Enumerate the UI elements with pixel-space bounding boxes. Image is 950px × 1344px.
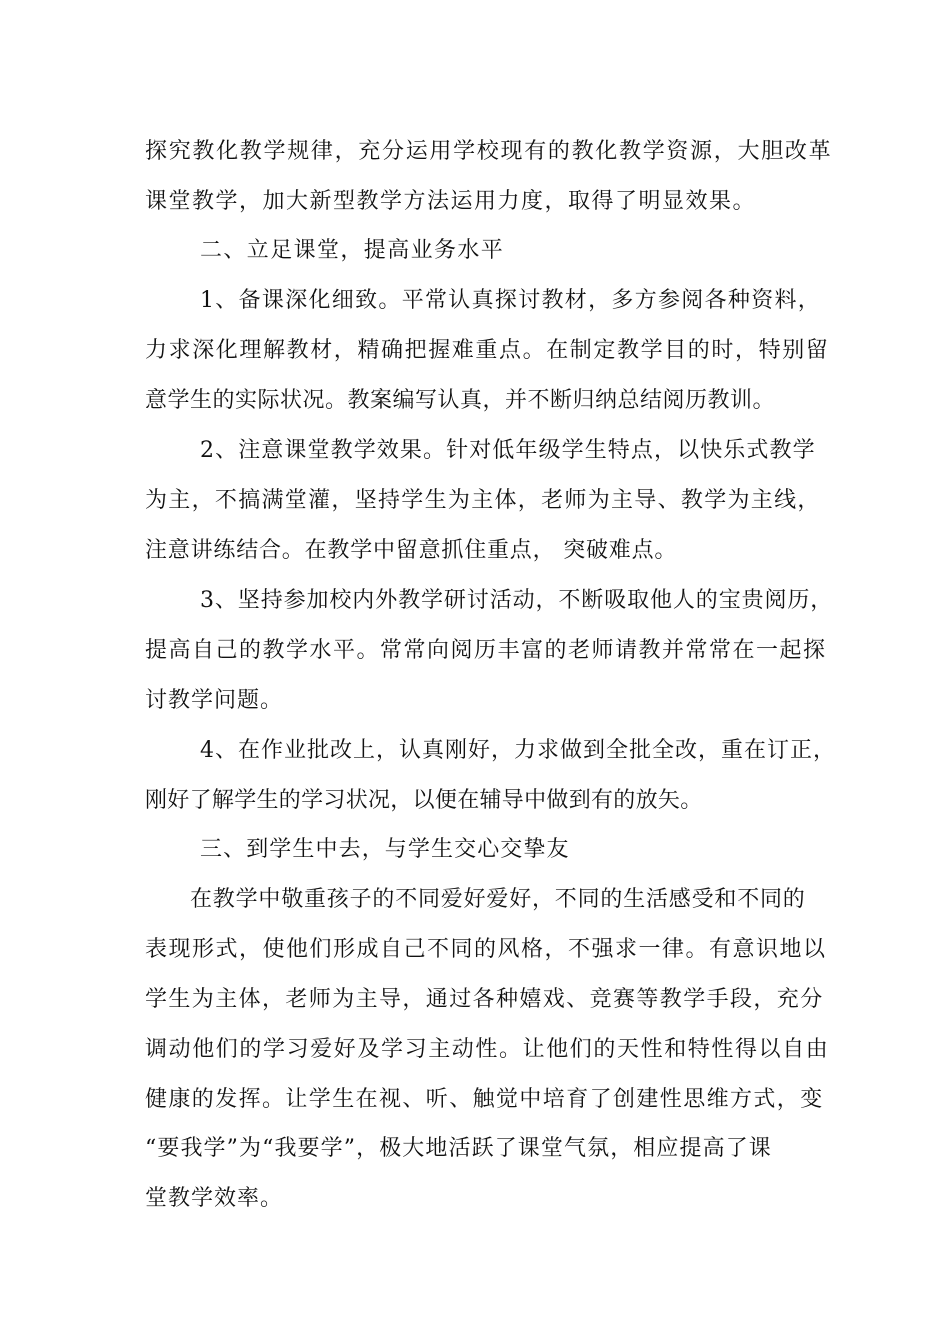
text-line: 堂教学效率。 [145,1186,284,1211]
text-line: 2、注意课堂教学效果。针对低年级学生特点，以快乐式教学 [200,438,816,463]
text-line: 调动他们的学习爱好及学习主动性。让他们的天性和特性得以自由 [145,1037,830,1062]
text-line: 注意讲练结合。在教学中留意抓住重点， 突破难点。 [145,538,678,563]
text-line: 探究教化教学规律，充分运用学校现有的教化教学资源，大胆改革 [145,139,833,164]
text-line: 为主，不搞满堂灌，坚持学生为主体，老师为主导、教学为主线， [145,488,821,513]
text-line: 在教学中敬重孩子的不同爱好爱好，不同的生活感受和不同的 [190,887,806,912]
text-line: 表现形式，使他们形成自己不同的风格，不强求一律。有意识地以 [145,937,827,962]
text-line: 意学生的实际状况。教案编写认真，并不断归纳总结阅历教训。 [145,388,776,413]
text-line: 1、备课深化细致。平常认真探讨教材，多方参阅各种资料， [200,288,822,313]
text-line: 刚好了解学生的学习状况，以便在辅导中做到有的放矢。 [145,788,703,813]
text-line: “要我学”为“我要学”，极大地活跃了课堂气氛，相应提高了课 [145,1136,772,1161]
text-line: 力求深化理解教材，精确把握难重点。在制定教学目的时，特别留 [145,338,830,363]
text-line: 课堂教学，加大新型教学方法运用力度，取得了明显效果。 [145,189,757,214]
text-line: 健康的发挥。让学生在视、听、触觉中培育了创建性思维方式，变 [145,1087,824,1112]
text-line: 学生为主体，老师为主导，通过各种嬉戏、竞赛等教学手段，充分 [145,987,824,1012]
text-line: 4、在作业批改上，认真刚好，力求做到全批全改，重在订正， [200,738,836,763]
text-line: 讨教学问题。 [145,688,284,713]
text-line: 提高自己的教学水平。常常向阅历丰富的老师请教并常常在一起探 [145,638,827,663]
section-heading: 二、立足课堂，提高业务水平 [200,238,505,263]
text-line: 3、坚持参加校内外教学研讨活动，不断吸取他人的宝贵阅历， [200,588,834,613]
section-heading: 三、到学生中去，与学生交心交挚友 [200,837,570,862]
